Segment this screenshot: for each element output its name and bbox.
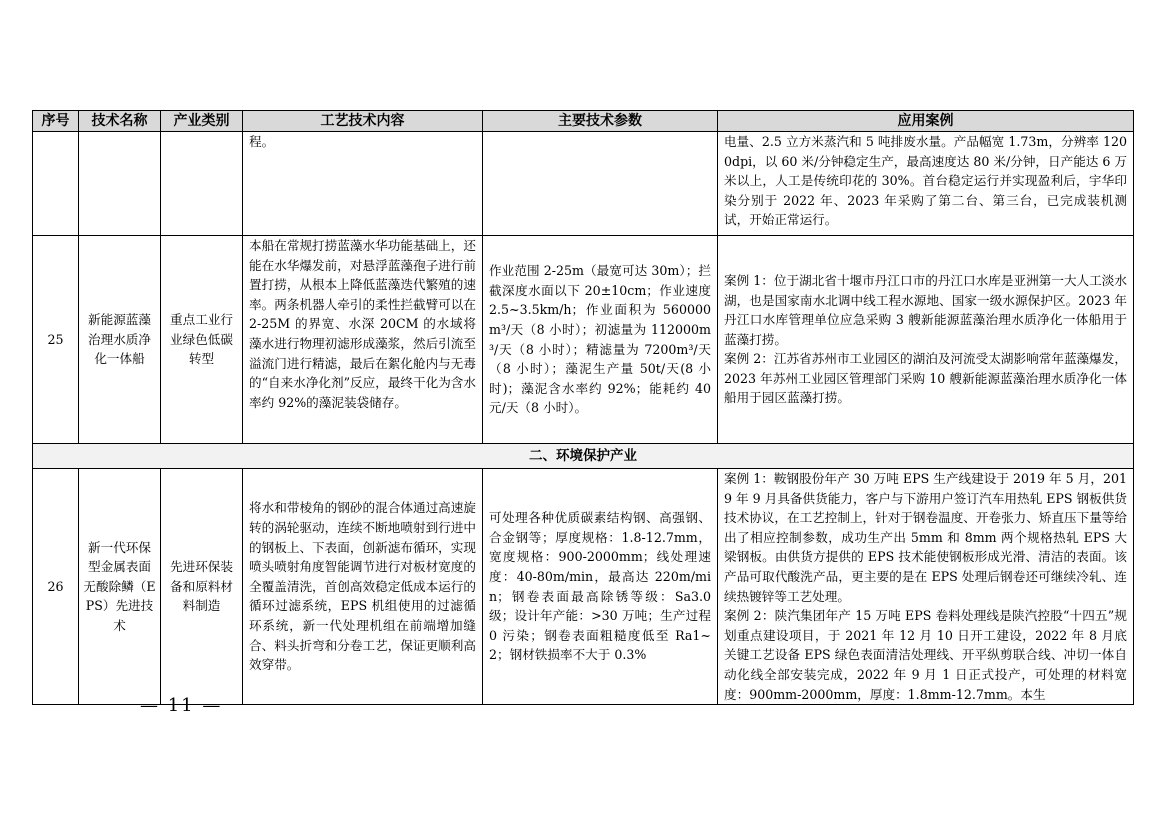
section-row [33, 444, 1134, 469]
header-tech-name: 技术名称 [79, 111, 161, 132]
technology-table [32, 110, 1134, 705]
cont-cases: 电量、2.5 立方米蒸汽和 5 吨排废水量。产品幅宽 1.73m，分辨率 1200dpi，以 60 米/分钟稳定生产，最高速度达 80 米/分钟，日产能达 6 万米以上，人工是传统印花的 30%。首台稳定运行并实现盈利后，宇华印染分别于 2022 年、2023 年采购了第二台、第三台，已完成装机测试，开始正常运行。 [724, 134, 1127, 228]
row26-process: 将水和带棱角的钢砂的混合体通过高速旋转的涡轮驱动，连续不断地喷射到行进中的钢板上、下表面，创新滤布循环，实现喷头喷射角度智能调节进行对板材宽度的全覆盖清洗，首创高效稳定低成本运行的循环过滤系统，EPS 机组使用的过滤循环系统，新一代处理机组在前端增加缝合、料头折弯和分卷工艺，保证更顺利高效穿带。 [249, 500, 476, 673]
row26-category: 先进环保装备和原料材料制造 [170, 559, 233, 614]
row26-case2: 案例 2：陕汽集团年产 15 万吨 EPS 卷料处理线是陕汽控股“十四五”规划重点建设项目，于 2021 年 12 月 10 日开工建设，2022 年 8 月底关键工艺设备 EPS 绿色表面清洁处理线、开平纵剪联合线、冲切一体自动化线全部安装完成，2022 年 9 月 1 日正式投产，可处理的材料宽度：900mm-2000mm，厚度：1.8mm-12.7mm。本生 [724, 608, 1127, 702]
header-cases: 应用案例 [718, 111, 1134, 132]
page-number: — 11 — [140, 695, 223, 716]
row25-category: 重点工业行业绿色低碳转型 [170, 312, 233, 367]
table-row-25 [33, 236, 1134, 444]
section-title: 二、环境保护产业 [33, 444, 1134, 469]
table-header-row [33, 111, 1134, 132]
cont-process: 程。 [249, 134, 275, 149]
row25-case1: 案例 1：位于湖北省十堰市丹江口市的丹江口水库是亚洲第一大人工淡水湖，也是国家南水北调中线工程水源地、国家一级水源保护区。2023 年丹江口水库管理单位应急采购 3 艘新能源蓝藻治理水质净化一体船用于蓝藻打捞。 [724, 272, 1127, 347]
header-process: 工艺技术内容 [243, 111, 483, 132]
header-category: 产业类别 [161, 111, 243, 132]
row26-no: 26 [47, 578, 64, 594]
row25-params: 作业范围 2-25m（最宽可达 30m）；拦截深度水面以下 20±10cm；作业速度 2.5~3.5km/h；作业面积为 560000m³/天（8 小时）；初滤量为 112000m³/天（8 小时）；精滤量为 7200m³/天（8 小时）；藻泥生产量 50t/天(8 小时)；藻泥含水率约 92%；能耗约 40 元/天（8 小时）。 [489, 263, 711, 416]
table-row-continued [33, 132, 1134, 236]
row26-case1: 案例 1：鞍钢股份年产 30 万吨 EPS 生产线建设于 2019 年 5 月，2019 年 9 月具备供货能力，客户与下游用户签订汽车用热轧 EPS 钢板供货技术协议，在工艺控制上，针对于钢卷温度、开卷张力、矫直压下量等给出了相应控制参数，成功生产出 5mm 和 8mm 两个规格热轧 EPS 大梁钢板。由供货方提供的 EPS 技术能使钢板形成光滑、清洁的表面。该产品可取代酸洗产品，更主要的是在 EPS 处理后钢卷还可继续冷轧、连续热镀锌等工艺处理。 [724, 471, 1127, 604]
table-row-26 [33, 469, 1134, 705]
row25-no: 25 [47, 331, 64, 347]
row26-name: 新一代环保型金属表面无酸除鳞（EPS）先进技术 [83, 539, 156, 633]
row25-process: 本船在常规打捞蓝藻水华功能基础上，还能在水华爆发前，对悬浮蓝藻孢子进行前置打捞，从根本上降低蓝藻迭代繁殖的速率。两条机器人牵引的柔性拦截臂可以在 2-25M 的界宽、水深 20CM 的水域将藻水进行物理初滤形成藻浆，然后引流至溢流门进行精滤，最后在絮化舱内与无毒的“自来水净化剂”反应，最终干化为含水率约 92%的藻泥装袋储存。 [249, 238, 476, 410]
row26-params: 可处理各种优质碳素结构钢、高强钢、合金钢等；厚度规格：1.8-12.7mm，宽度规格：900-2000mm；线处理速度：40-80m/min，最高达 220m/min；钢卷表面最高除锈等级：Sa3.0 级；设计年产能：>30 万吨；生产过程 0 污染；钢卷表面粗糙度低至 Ra1~2；钢材铁损率不大于 0.3% [489, 510, 711, 663]
row25-case2: 案例 2：江苏省苏州市工业园区的湖泊及河流受太湖影响常年蓝藻爆发，2023 年苏州工业园区管理部门采购 10 艘新能源蓝藻治理水质净化一体船用于园区蓝藻打捞。 [724, 351, 1127, 406]
row25-name: 新能源蓝藻治理水质净化一体船 [88, 312, 151, 367]
header-no: 序号 [33, 111, 79, 132]
header-params: 主要技术参数 [483, 111, 718, 132]
